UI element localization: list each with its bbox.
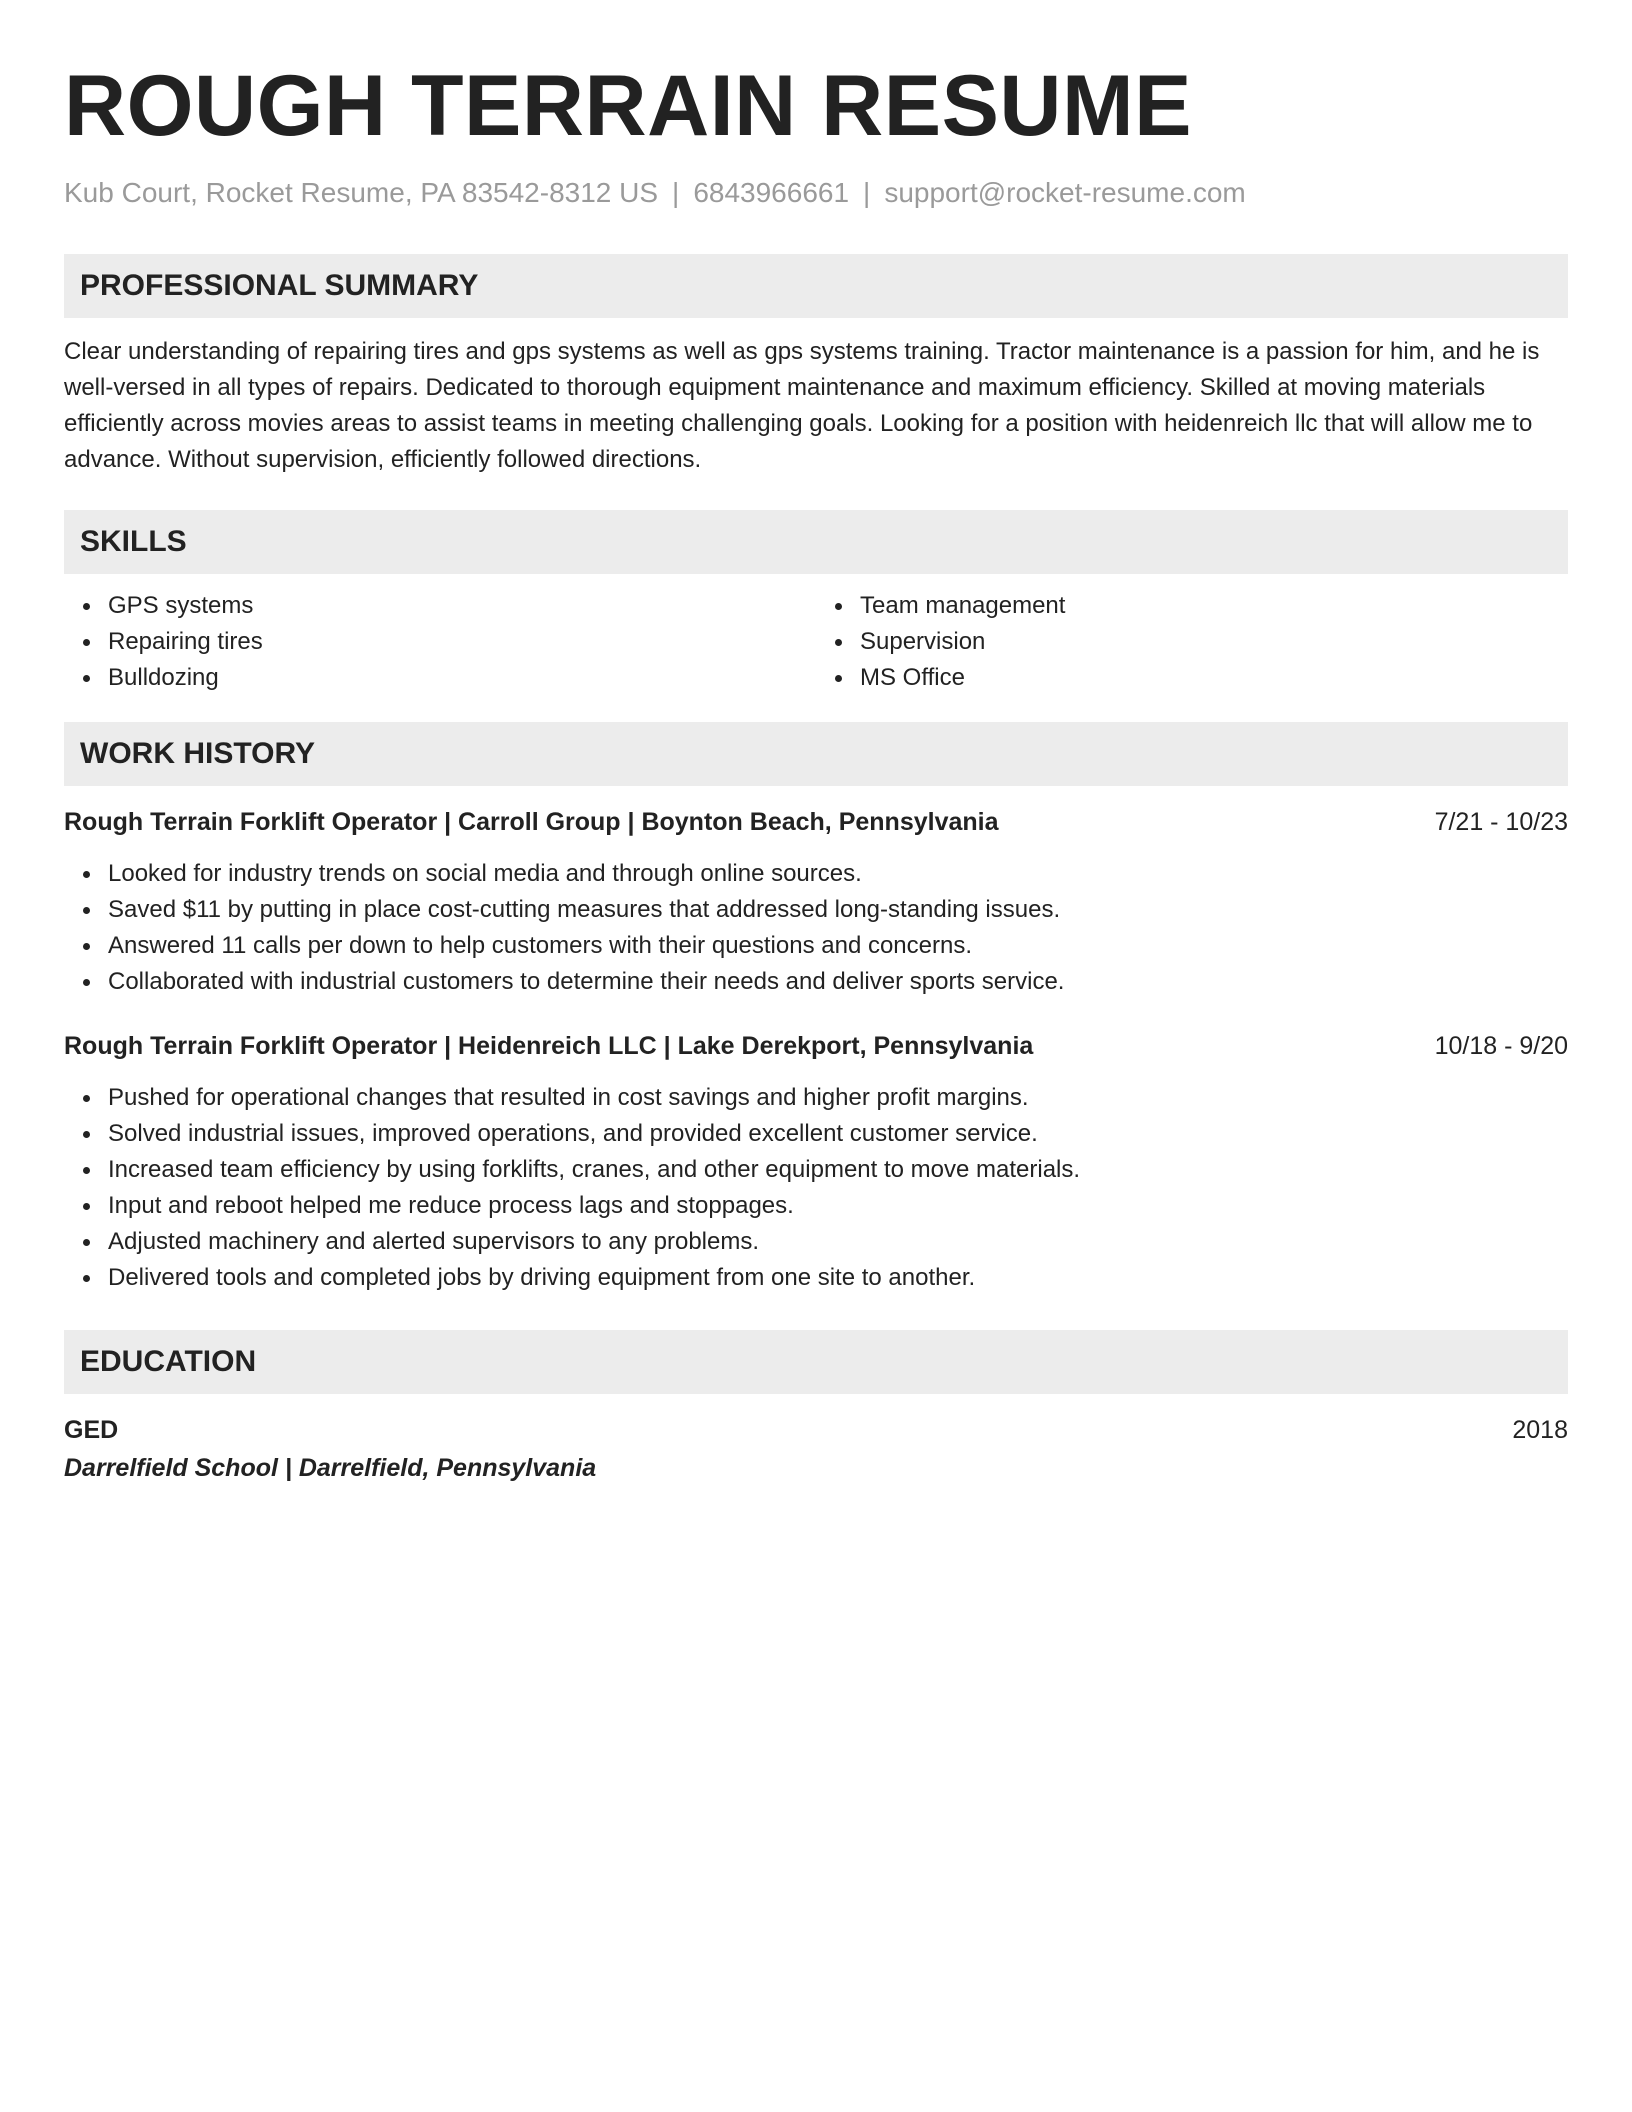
summary-paragraph: Clear understanding of repairing tires and gps systems as well as gps systems training. Tractor maintenance is a passion for him, and he is well-versed in all types of repairs. Dedicated to thorough equipment maintenance and maximum efficiency. Skilled at moving materials efficiently across movies areas to assist teams in meeting challenging goals. Looking for a position with heidenreich llc that will allow me to advance. Without supervision, efficiently followed directions.: [64, 338, 1540, 473]
skill-item: Supervision: [860, 624, 1568, 660]
section-heading-work-history: WORK HISTORY: [64, 722, 1568, 786]
section-heading-education: EDUCATION: [64, 1330, 1568, 1394]
job-header: [64, 1028, 1568, 1064]
duty-item: Collaborated with industrial customers to determine their needs and deliver sports service.: [108, 964, 1568, 1000]
job-title: Rough Terrain Forklift Operator | Carroll Group | Boynton Beach, Pennsylvania: [64, 808, 999, 836]
duty-item: Looked for industry trends on social media and through online sources.: [108, 856, 1568, 892]
job-title: Rough Terrain Forklift Operator | Heidenreich LLC | Lake Derekport, Pennsylvania: [64, 1032, 1034, 1060]
resume-page: [64, 0, 1568, 1486]
skill-item: GPS systems: [108, 588, 816, 624]
skills-column-right: [816, 588, 1568, 696]
phone-text: 6843966661: [693, 177, 850, 208]
job-duties: [64, 1080, 1568, 1296]
section-heading-summary: PROFESSIONAL SUMMARY: [64, 254, 1568, 318]
degree-text: GED: [64, 1416, 119, 1444]
education-header: [64, 1412, 1568, 1448]
job-dates: 10/18 - 9/20: [1434, 1032, 1568, 1060]
duty-item: Adjusted machinery and alerted supervisors to any problems.: [108, 1224, 1568, 1260]
skill-item: Bulldozing: [108, 660, 816, 696]
job-dates: 7/21 - 10/23: [1434, 808, 1568, 836]
skill-item: MS Office: [860, 660, 1568, 696]
email-text: support@rocket-resume.com: [884, 177, 1246, 208]
address-text: Kub Court, Rocket Resume, PA 83542-8312 US: [64, 177, 659, 208]
duty-item: Delivered tools and completed jobs by driving equipment from one site to another.: [108, 1260, 1568, 1296]
job-header: [64, 804, 1568, 840]
education-entry: [64, 1412, 1568, 1486]
contact-separator: |: [672, 177, 680, 208]
contact-separator: |: [863, 177, 871, 208]
duty-item: Saved $11 by putting in place cost-cutting measures that addressed long-standing issues.: [108, 892, 1568, 928]
job-duties: [64, 856, 1568, 1000]
skill-item: Team management: [860, 588, 1568, 624]
section-heading-skills: SKILLS: [64, 510, 1568, 574]
job-entry: [64, 804, 1568, 1000]
skills-list: [64, 588, 1568, 696]
skill-item: Repairing tires: [108, 624, 816, 660]
duty-item: Pushed for operational changes that resulted in cost savings and higher profit margins.: [108, 1080, 1568, 1116]
job-entry: [64, 1028, 1568, 1296]
education-year: 2018: [1512, 1416, 1568, 1444]
skills-column-left: [64, 588, 816, 696]
duty-item: Answered 11 calls per down to help customers with their questions and concerns.: [108, 928, 1568, 964]
school-text: Darrelfield School | Darrelfield, Pennsylvania: [64, 1454, 597, 1482]
contact-line: [64, 176, 1568, 210]
resume-title: ROUGH TERRAIN RESUME: [64, 58, 1193, 154]
duty-item: Increased team efficiency by using forklifts, cranes, and other equipment to move materials.: [108, 1152, 1568, 1188]
duty-item: Solved industrial issues, improved operations, and provided excellent customer service.: [108, 1116, 1568, 1152]
duty-item: Input and reboot helped me reduce process lags and stoppages.: [108, 1188, 1568, 1224]
